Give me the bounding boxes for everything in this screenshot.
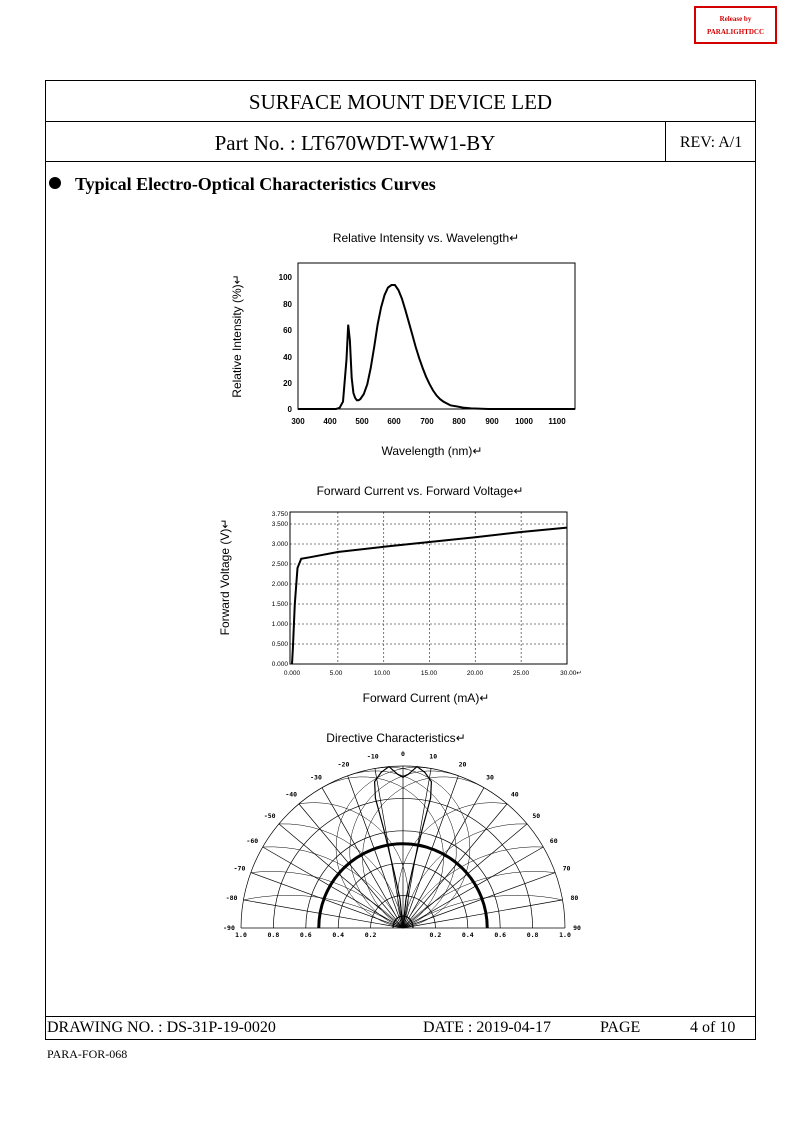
iv-xtick: 15.00	[420, 670, 438, 677]
polar-angle-label: -60	[246, 837, 259, 845]
spectrum-xtick: 300	[291, 417, 305, 426]
polar-radial-label: 0.6	[299, 931, 312, 939]
polar-angle-label: 10	[429, 752, 438, 761]
spectrum-xtick: 800	[452, 417, 466, 426]
iv-xtick: 0.000	[283, 670, 301, 677]
iv-ytick: 0.000	[271, 661, 288, 668]
iv-xlabel: Forward Current (mA)↵	[362, 691, 490, 705]
polar-angle-label: 30	[486, 773, 494, 782]
polar-radial-label: 0.6	[494, 931, 507, 939]
drawing-number: DRAWING NO. : DS-31P-19-0020	[47, 1019, 276, 1036]
polar-angle-label: -50	[263, 812, 276, 821]
iv-xtick: 10.00	[373, 670, 391, 677]
iv-ytick: 3.750	[271, 511, 288, 518]
polar-angle-label: -10	[366, 752, 379, 761]
directive-title: Directive Characteristics↵	[326, 731, 466, 745]
section-title: Typical Electro-Optical Characteristics Curves	[75, 174, 436, 194]
polar-angle-label: 80	[570, 893, 579, 902]
spectrum-chart	[210, 215, 590, 465]
iv-ytick: 1.500	[271, 601, 288, 608]
iv-xtick: 5.00	[329, 670, 343, 677]
spectrum-xtick: 700	[420, 417, 434, 426]
polar-radial-label: 0.2	[429, 931, 442, 939]
iv-ytick: 3.000	[271, 541, 288, 548]
spectrum-ytick: 40	[283, 353, 292, 362]
polar-arc-line	[350, 771, 459, 928]
spectrum-ytick: 100	[278, 273, 292, 282]
iv-chart	[210, 475, 595, 715]
spectrum-xtick: 1100	[548, 417, 566, 426]
polar-radial-label: 0.4	[461, 931, 474, 939]
part-number: Part No. : LT670WDT-WW1-BY	[45, 122, 666, 161]
spectrum-xlabel: Wavelength (nm)↵	[381, 444, 483, 458]
iv-plot-area	[290, 512, 567, 664]
iv-ytick: 2.000	[271, 581, 288, 588]
polar-arc-line	[348, 771, 457, 928]
polar-angle-label: -40	[285, 790, 298, 799]
stamp-line-2: PARALIGHTDCC	[706, 28, 765, 36]
spectrum-title: Relative Intensity vs. Wavelength↵	[332, 231, 520, 245]
polar-radial-label: 0.2	[364, 931, 377, 939]
page-label: PAGE	[600, 1019, 641, 1036]
polar-radial-label: 1.0	[559, 931, 571, 939]
form-number: PARA-FOR-068	[47, 1047, 128, 1061]
release-stamp	[694, 6, 777, 44]
spectrum-plot-area	[298, 263, 575, 409]
footer	[45, 1016, 756, 1040]
iv-ytick: 0.500	[271, 641, 288, 648]
polar-radial-label: 0.8	[526, 931, 539, 939]
iv-ytick: 2.500	[271, 561, 288, 568]
spectrum-y-ticks	[279, 273, 293, 414]
polar-angle-label: 40	[510, 790, 519, 799]
polar-radial-labels	[235, 931, 571, 939]
iv-x-ticks	[284, 670, 582, 677]
polar-angle-label: 0	[401, 750, 405, 758]
iv-xtick: 25.00	[512, 670, 530, 677]
directive-chart	[220, 725, 590, 945]
spectrum-series-line	[298, 285, 575, 409]
polar-angle-label: 60	[549, 837, 558, 845]
polar-radial-label: 0.8	[267, 931, 280, 939]
page-number: 4 of 10	[690, 1019, 736, 1036]
stamp-line-1: Release by	[719, 15, 752, 23]
spectrum-ytick: 20	[283, 379, 292, 388]
spectrum-xtick: 900	[485, 417, 499, 426]
spectrum-ytick: 60	[283, 326, 292, 335]
polar-angle-label: -20	[337, 760, 350, 769]
polar-angle-label: -70	[233, 864, 246, 873]
iv-ytick: 1.000	[271, 621, 288, 628]
part-row	[45, 122, 756, 162]
polar-radial-label: 0.4	[332, 931, 345, 939]
iv-xtick: 30.00↵	[560, 670, 582, 677]
bullet-icon	[49, 177, 61, 189]
spectrum-xtick: 400	[323, 417, 337, 426]
spectrum-xtick: 600	[387, 417, 401, 426]
document-title: SURFACE MOUNT DEVICE LED	[45, 80, 756, 122]
polar-radial-label: 1.0	[235, 931, 247, 939]
polar-angle-label: 20	[458, 760, 467, 769]
spectrum-xtick: 500	[355, 417, 369, 426]
spectrum-ytick: 80	[283, 300, 292, 309]
polar-angle-label: -90	[223, 924, 235, 932]
revision: REV: A/1	[679, 134, 743, 151]
spectrum-xtick: 1000	[515, 417, 533, 426]
polar-angle-label: 90	[573, 924, 581, 932]
iv-title: Forward Current vs. Forward Voltage↵	[316, 484, 524, 498]
iv-xtick: 20.00	[466, 670, 484, 677]
iv-y-ticks	[272, 511, 289, 668]
polar-angle-label: -30	[310, 773, 322, 782]
iv-grid	[290, 512, 567, 664]
spectrum-ytick: 0	[287, 405, 292, 414]
iv-ytick: 3.500	[271, 521, 288, 528]
polar-angle-label: 70	[562, 864, 571, 873]
spectrum-ylabel: Relative Intensity (%)↵	[230, 274, 244, 398]
section-heading	[49, 174, 436, 195]
spectrum-x-ticks	[291, 417, 566, 426]
iv-ylabel: Forward Voltage (V)↵	[218, 518, 232, 636]
polar-angle-label: -80	[225, 893, 238, 902]
polar-angle-label: 50	[532, 812, 541, 821]
date: DATE : 2019-04-17	[423, 1019, 551, 1036]
